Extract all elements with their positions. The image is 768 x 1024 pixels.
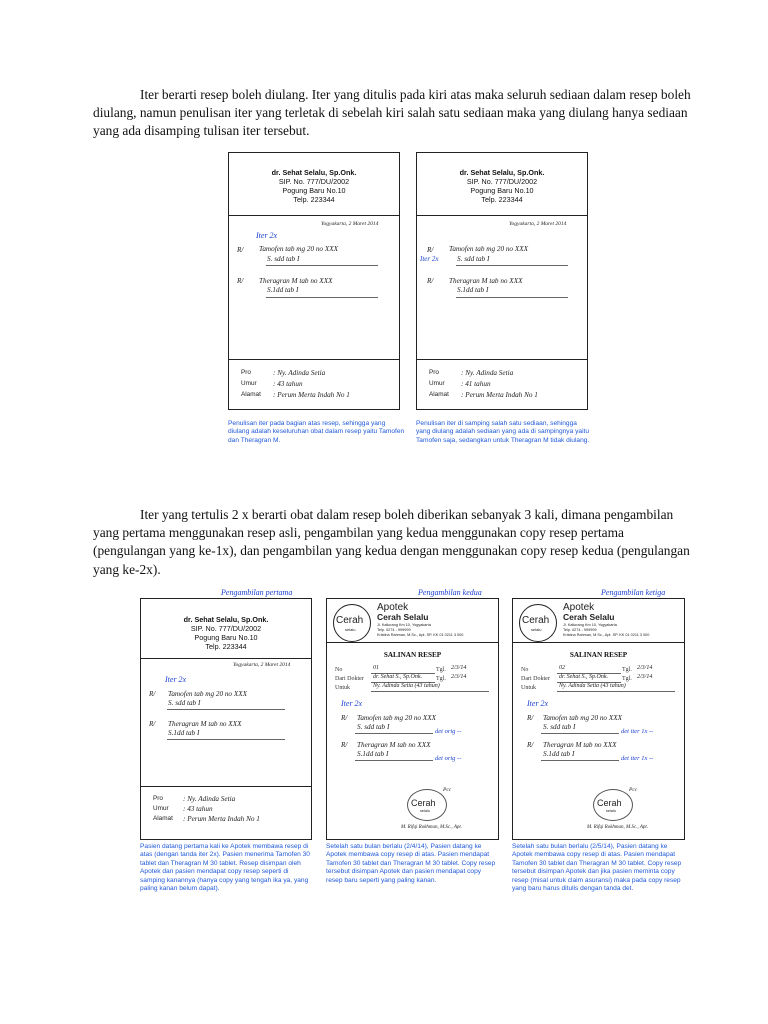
doctor-phone: Telp. 223344 <box>293 195 335 204</box>
apotek-name: Cerah Selalu <box>377 612 429 622</box>
apotek-name: Cerah Selalu <box>563 612 615 622</box>
footer-divider <box>229 359 399 360</box>
patient-name: : Ny. Adinda Setia <box>273 369 326 377</box>
rx-date: Yogyakarta, 2 Maret 2014 <box>233 662 291 668</box>
header-divider <box>417 215 587 216</box>
salinan-title: SALINAN RESEP <box>383 651 442 659</box>
drug-2: Theragran M tab no XXX <box>168 720 242 728</box>
patient-address: : Perum Merta Indah No 1 <box>461 391 538 399</box>
patient-address: : Perum Merta Indah No 1 <box>273 391 350 399</box>
header-divider <box>229 215 399 216</box>
doctor-name: dr. Sehat Selalu, Sp.Onk. <box>183 615 269 624</box>
det-iter-mark: det iter 1x -- <box>621 728 654 735</box>
intro-paragraph: Iter berarti resep boleh diulang. Iter yang ditulis pada kiri atas maka seluruh sediaan dalam resep boleh diulang, namun penulisan iter yang terletak di sebelah kiri salah satu sediaan maka yang diulang hanya sediaan yang ada disamping tulisan iter tersebut. <box>93 87 691 139</box>
salinan-title: SALINAN RESEP <box>569 651 628 659</box>
drug-2: Theragran M tab no XXX <box>259 277 333 285</box>
det-orig-mark: det orig -- <box>435 728 462 735</box>
caption-iter-side: Penulisan iter di samping salah satu sediaan, sehingga yang diulang adalah sediaan yang ada di sampingnya yaitu Tamofen saja, sedangkan untuk Theragran M tidak diulang. <box>416 420 590 444</box>
iter-side-mark: Iter 2x <box>420 255 439 263</box>
rx-date: Yogyakarta, 2 Maret 2014 <box>321 221 379 227</box>
copy-prescription-2: Cerah selalu Apotek Cerah Selalu Jl. Kaliurang Km 10, Yogyakarta Telp. 0274 - 999999 Kristina Rahman, M.Sc., Apt. SP. KK 01 0211 3 000 SALINAN RESEP No 02 Tgl. 2/3/14 Dari Dokter dr. Sehat S., Sp.Onk. Tgl. 2/3/14 Untuk Ny. Adinda Setia (43 tahun) Iter 2x R/ Tamofen tab mg 20 no XXX S. sdd tab I det iter 1x -- R/ Theragran M tab no XXX S.1dd tab I det iter 1x -- Cerah selalu Pcc M. Rifqi Rokhman, M.Sc., Apt. <box>512 598 685 840</box>
drug-1: Tamofen tab mg 20 no XXX <box>449 245 528 253</box>
doctor-name: dr. Sehat Selalu, Sp.Onk. <box>271 168 357 177</box>
doctor-name: dr. Sehat Selalu, Sp.Onk. <box>459 168 545 177</box>
iter-mark: Iter 2x <box>256 231 278 240</box>
patient-age: : 43 tahun <box>273 380 303 388</box>
prescription-iter-side: dr. Sehat Selalu, Sp.Onk. SIP. No. 777/DU/2002 Pogung Baru No.10 Telp. 223344 Yogyakarta, 2 Maret 2014 R/ Tamofen tab mg 20 no XXX Iter 2x S. sdd tab I R/ Theragran M tab no XXX S.1dd tab I Pro : Ny. Adinda Setia Umur : 41 tahun Alamat : Perum Merta Indah No 1 <box>416 152 588 410</box>
doctor-sip: SIP. No. 777/DU/2002 <box>278 177 350 186</box>
footer-divider <box>141 786 311 787</box>
patient-age: : 41 tahun <box>461 380 491 388</box>
doctor-address: Pogung Baru No.10 <box>194 633 258 642</box>
caption-third-take: Setelah satu bulan berlalu (2/5/14), Pasien datang ke Apotek membawa copy resep di atas. Pasien mendapat Tamofen 30 tablet dan Theragran M 30 tablet. Copy resep tersebut disimpan Apotek dan jika pasien meminta copy resep (misal untuk claim asuransi) maka pada copy resep yang baru harus ditulis dengan tanda det. <box>512 843 682 893</box>
signa-2: S.1dd tab I <box>168 729 200 737</box>
recipe-symbol: R/ <box>237 246 244 254</box>
apotek-label: Apotek <box>563 602 595 613</box>
signa-1: S. sdd tab I <box>267 255 300 263</box>
iter-mark: Iter 2x <box>341 699 363 708</box>
drug-1: Tamofen tab mg 20 no XXX <box>168 690 247 698</box>
header-first-take: Pengambilan pertama <box>221 588 293 597</box>
prescription-iter-top: dr. Sehat Selalu, Sp.Onk. SIP. No. 777/DU/2002 Pogung Baru No.10 Telp. 223344 Yogyakarta, 2 Maret 2014 Iter 2x R/ Tamofen tab mg 20 no XXX S. sdd tab I R/ Theragran M tab no XXX S.1dd tab I Pro : Ny. Adinda Setia Umur : 43 tahun Alamat : Perum Merta Indah No 1 <box>228 152 400 410</box>
rx-date: Yogyakarta, 2 Maret 2014 <box>509 221 567 227</box>
logo-text: Cerah <box>522 615 550 626</box>
pharmacist-sign: M. Rifqi Rokhman, M.Sc., Apt. <box>587 825 649 830</box>
doctor-phone: Telp. 223344 <box>205 642 247 651</box>
caption-first-take: Pasien datang pertama kali ke Apotek membawa resep di atas (dengan tanda iter 2x). Pasien menerima Tamofen 30 tablet dan Theragran M 30 tablet. Resep disimpan oleh Apotek dan pasien mendapat copy resep seperti di samping kanannya (hanya copy yang tengah ika ya, yang paling kanan belum dapat). <box>140 843 310 893</box>
doctor-sip: SIP. No. 777/DU/2002 <box>190 624 262 633</box>
caption-iter-top: Penulisan iter pada bagian atas resep, sehingga yang diulang adalah keseluruhan obat dalam resep yaitu Tamofen dan Theragran M. <box>228 420 405 444</box>
copy-prescription-1: Cerah selalu Apotek Cerah Selalu Jl. Kaliurang Km 10, Yogyakarta Telp. 0274 - 999999 Kristina Rahman, M.Sc., Apt. SP. KK 01 0211 3 000 SALINAN RESEP No 01 Tgl. 2/3/14 Dari Dokter dr. Sehat S., Sp.Onk. Tgl. 2/3/14 Untuk Ny. Adinda Setia (43 tahun) Iter 2x R/ Tamofen tab mg 20 no XXX S. sdd tab I det orig -- R/ Theragran M tab no XXX S.1dd tab I det orig -- Cerah selalu Pcc M. Rifqi Rokhman, M.Sc., Apt. <box>326 598 499 840</box>
caption-second-take: Setelah satu bulan berlalu (2/4/14), Pasien datang ke Apotek membawa copy resep di atas. Pasien mendapat Tamofen 30 tablet dan Theragran M 30 tablet. Copy resep tersebut disimpan Apotek dan pasien mendapat copy resep baru seperti yang paling kanan. <box>326 843 496 884</box>
recipe-symbol: R/ <box>427 277 434 285</box>
signa-2: S.1dd tab I <box>267 286 299 294</box>
drug-1: Tamofen tab mg 20 no XXX <box>259 245 338 253</box>
apotek-label: Apotek <box>377 602 409 613</box>
signa-2: S.1dd tab I <box>457 286 489 294</box>
doctor-address: Pogung Baru No.10 <box>282 186 346 195</box>
iter-mark: Iter 2x <box>165 675 187 684</box>
drug-2: Theragran M tab no XXX <box>449 277 523 285</box>
original-prescription: dr. Sehat Selalu, Sp.Onk. SIP. No. 777/DU/2002 Pogung Baru No.10 Telp. 223344 Yogyakarta, 2 Maret 2014 Iter 2x R/ Tamofen tab mg 20 no XXX S. sdd tab I R/ Theragran M tab no XXX S.1dd tab I Pro : Ny. Adinda Setia Umur : 43 tahun Alamat : Perum Merta Indah No 1 <box>140 598 312 840</box>
signa-1: S. sdd tab I <box>457 255 490 263</box>
patient-address: : Perum Merta Indah No 1 <box>183 815 260 823</box>
copy-date: 2/3/14 <box>637 665 653 671</box>
copy-number: 01 <box>373 665 379 671</box>
copy-number: 02 <box>559 665 565 671</box>
doctor-address: Pogung Baru No.10 <box>470 186 534 195</box>
iter-mark: Iter 2x <box>527 699 549 708</box>
header-second-take: Pengambilan kedua <box>418 588 482 597</box>
doctor-phone: Telp. 223344 <box>481 195 523 204</box>
recipe-symbol: R/ <box>427 246 434 254</box>
second-paragraph: Iter yang tertulis 2 x berarti obat dalam resep boleh diberikan sebanyak 3 kali, dimana pengambilan yang pertama menggunakan resep asli, pengambilan yang kedua menggunakan copy resep pertama (pengulangan yang ke-1x), dan pengambilan yang kedua dengan menggunakan copy resep kedua (pengulangan yang ke-2x). <box>93 507 690 577</box>
signa-1: S. sdd tab I <box>168 699 201 707</box>
patient-name: : Ny. Adinda Setia <box>183 795 236 803</box>
doctor-sip: SIP. No. 777/DU/2002 <box>466 177 538 186</box>
patient-name: : Ny. Adinda Setia <box>461 369 514 377</box>
recipe-symbol: R/ <box>149 690 156 698</box>
footer-divider <box>417 359 587 360</box>
recipe-symbol: R/ <box>237 277 244 285</box>
logo-text: Cerah <box>336 615 364 626</box>
header-divider <box>141 658 311 659</box>
recipe-symbol: R/ <box>149 720 156 728</box>
patient-age: : 43 tahun <box>183 805 213 813</box>
pharmacist-sign: M. Rifqi Rokhman, M.Sc., Apt. <box>401 825 463 830</box>
header-third-take: Pengambilan ketiga <box>601 588 666 597</box>
copy-date: 2/3/14 <box>451 665 467 671</box>
